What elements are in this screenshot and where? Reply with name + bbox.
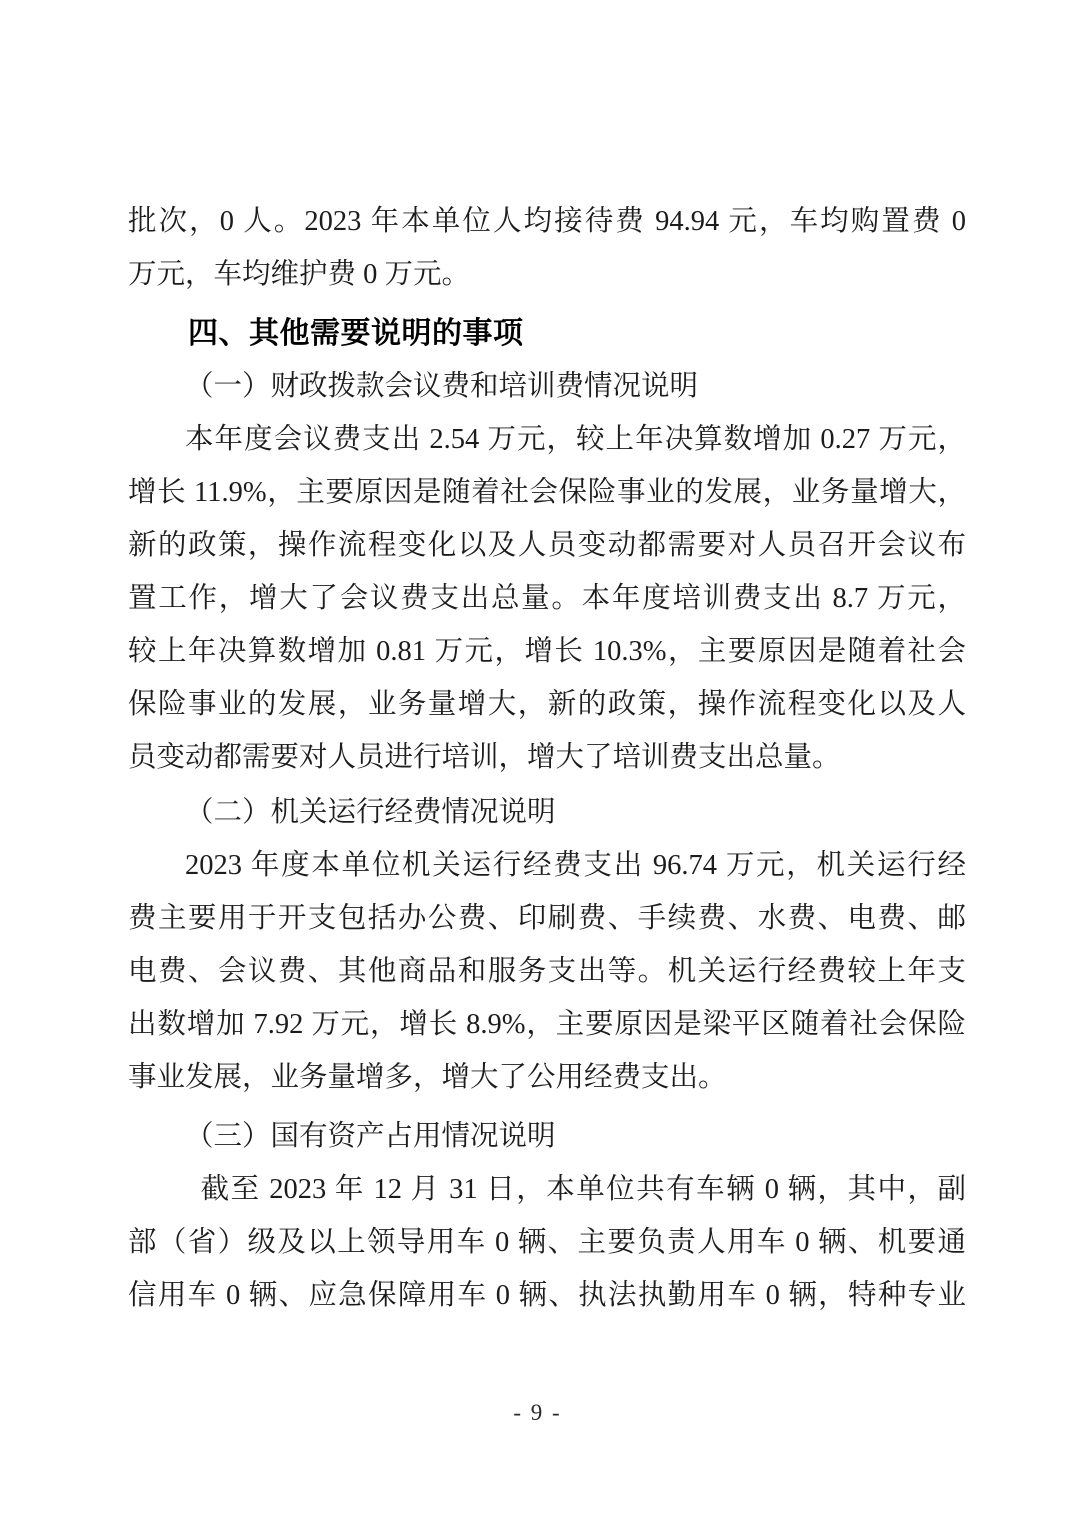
text-line: 批次，0 人。2023 年本单位人均接待费 94.94 元，车均购置费 0 [128,206,966,237]
paragraph-state-assets [128,1163,966,1322]
subsection-heading-1: （一）财政拨款会议费和培训费情况说明 [185,371,699,402]
paragraph-meeting-training-fees [128,413,966,784]
text-line: 增长 11.9%，主要原因是随着社会保险事业的发展，业务量增大， [128,477,966,508]
text-line: 较上年决算数增加 0.81 万元，增长 10.3%，主要原因是随着社会 [128,636,966,667]
text-line: 本年度会议费支出 2.54 万元，较上年决算数增加 0.27 万元， [185,424,966,455]
page-number: - 9 - [513,1400,562,1425]
text-line: 员变动都需要对人员进行培训，增大了培训费支出总量。 [128,742,841,773]
text-line: 信用车 0 辆、应急保障用车 0 辆、执法执勤用车 0 辆，特种专业 [128,1280,966,1311]
subsection-heading-2: （二）机关运行经费情况说明 [185,797,556,828]
paragraph-continuation [128,195,966,301]
text-line: 保险事业的发展，业务量增大，新的政策，操作流程变化以及人 [128,689,966,720]
text-line: 费主要用于开支包括办公费、印刷费、手续费、水费、电费、邮 [128,903,966,934]
text-line: 2023 年度本单位机关运行经费支出 96.74 万元，机关运行经 [185,850,966,881]
section-heading: 四、其他需要说明的事项 [188,317,524,350]
page-content [128,195,966,1322]
text-line: 新的政策，操作流程变化以及人员变动都需要对人员召开会议布 [128,530,966,561]
text-line: 事业发展，业务量增多，增大了公用经费支出。 [128,1062,727,1093]
text-line: 出数增加 7.92 万元，增长 8.9%，主要原因是梁平区随着社会保险 [128,1009,966,1040]
text-line: 部（省）级及以上领导用车 0 辆、主要负责人用车 0 辆、机要通 [128,1227,966,1258]
text-line: 万元，车均维护费 0 万元。 [128,259,471,290]
subsection-heading-3: （三）国有资产占用情况说明 [185,1121,556,1152]
text-line: 置工作，增大了会议费支出总量。本年度培训费支出 8.7 万元， [128,583,966,614]
paragraph-operating-expenses [128,839,966,1104]
text-line: 电费、会议费、其他商品和服务支出等。机关运行经费较上年支 [128,956,966,987]
text-line: 截至 2023 年 12 月 31 日，本单位共有车辆 0 辆，其中，副 [200,1174,966,1205]
